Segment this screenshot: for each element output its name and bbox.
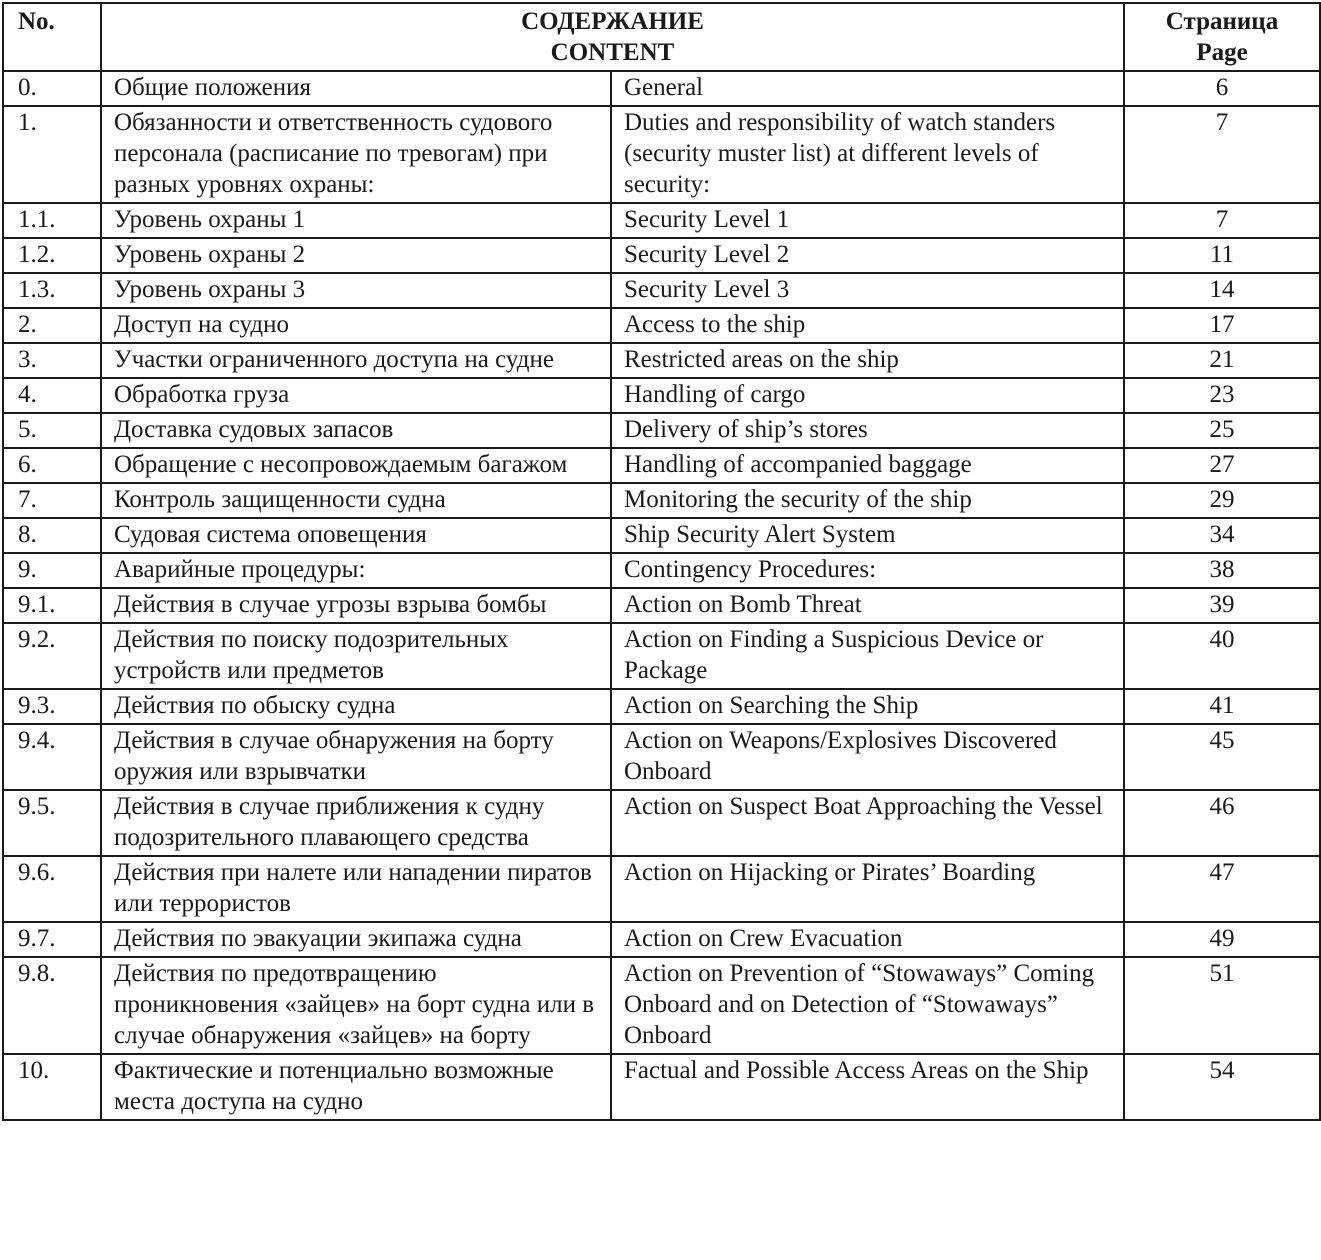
row-title-ru: Обработка груза [101, 378, 611, 413]
row-title-en: Handling of cargo [611, 378, 1124, 413]
header-page [1124, 3, 1320, 71]
table-row [3, 378, 1320, 413]
header-page-en: Page [1196, 39, 1248, 66]
row-number: 2. [3, 308, 101, 343]
row-page: 17 [1124, 308, 1320, 343]
table-row [3, 483, 1320, 518]
row-title-ru: Общие положения [101, 71, 611, 106]
table-row [3, 343, 1320, 378]
row-title-ru: Уровень охраны 2 [101, 238, 611, 273]
row-title-ru: Действия по поиску подозрительных устройств или предметов [101, 623, 611, 689]
row-number: 0. [3, 71, 101, 106]
table-row [3, 724, 1320, 790]
header-no: No. [3, 3, 101, 71]
table-row [3, 553, 1320, 588]
row-number: 9. [3, 553, 101, 588]
header-content-en: CONTENT [550, 39, 675, 66]
row-page: 38 [1124, 553, 1320, 588]
row-number: 9.8. [3, 957, 101, 1054]
row-title-en: Duties and responsibility of watch standers (security muster list) at different levels of security: [611, 106, 1124, 203]
row-page: 39 [1124, 588, 1320, 623]
row-page: 21 [1124, 343, 1320, 378]
row-title-en: Security Level 1 [611, 203, 1124, 238]
row-page: 41 [1124, 689, 1320, 724]
row-title-en: General [611, 71, 1124, 106]
row-title-en: Factual and Possible Access Areas on the Ship [611, 1054, 1124, 1120]
row-title-ru: Участки ограниченного доступа на судне [101, 343, 611, 378]
row-page: 14 [1124, 273, 1320, 308]
row-number: 10. [3, 1054, 101, 1120]
row-title-ru: Уровень охраны 1 [101, 203, 611, 238]
row-number: 5. [3, 413, 101, 448]
table-row [3, 689, 1320, 724]
row-page: 27 [1124, 448, 1320, 483]
row-page: 34 [1124, 518, 1320, 553]
row-title-ru: Действия по предотвращению проникновения «зайцев» на борт судна или в случае обнаружения «зайцев» на борту [101, 957, 611, 1054]
row-title-en: Action on Searching the Ship [611, 689, 1124, 724]
row-title-en: Ship Security Alert System [611, 518, 1124, 553]
row-page: 7 [1124, 106, 1320, 203]
table-row [3, 922, 1320, 957]
row-title-ru: Обращение с несопровождаемым багажом [101, 448, 611, 483]
row-number: 9.6. [3, 856, 101, 922]
row-title-ru: Фактические и потенциально возможные места доступа на судно [101, 1054, 611, 1120]
row-number: 9.2. [3, 623, 101, 689]
row-title-ru: Действия по эвакуации экипажа судна [101, 922, 611, 957]
row-title-en: Action on Crew Evacuation [611, 922, 1124, 957]
row-title-en: Action on Bomb Threat [611, 588, 1124, 623]
row-number: 9.4. [3, 724, 101, 790]
table-row [3, 273, 1320, 308]
row-number: 9.3. [3, 689, 101, 724]
row-number: 3. [3, 343, 101, 378]
row-title-en: Security Level 2 [611, 238, 1124, 273]
row-page: 51 [1124, 957, 1320, 1054]
row-page: 11 [1124, 238, 1320, 273]
table-row [3, 856, 1320, 922]
row-number: 4. [3, 378, 101, 413]
table-row [3, 790, 1320, 856]
row-title-ru: Доставка судовых запасов [101, 413, 611, 448]
row-title-ru: Действия по обыску судна [101, 689, 611, 724]
row-number: 8. [3, 518, 101, 553]
row-page: 47 [1124, 856, 1320, 922]
table-row [3, 518, 1320, 553]
row-page: 46 [1124, 790, 1320, 856]
table-row [3, 588, 1320, 623]
row-page: 49 [1124, 922, 1320, 957]
row-number: 9.5. [3, 790, 101, 856]
row-page: 29 [1124, 483, 1320, 518]
table-row [3, 413, 1320, 448]
row-number: 1. [3, 106, 101, 203]
table-row [3, 957, 1320, 1054]
table-row [3, 71, 1320, 106]
row-page: 40 [1124, 623, 1320, 689]
row-page: 6 [1124, 71, 1320, 106]
row-title-ru: Обязанности и ответственность судового персонала (расписание по тревогам) при разных уровнях охраны: [101, 106, 611, 203]
header-content-ru: СОДЕРЖАНИЕ [521, 8, 704, 35]
row-number: 9.7. [3, 922, 101, 957]
row-page: 54 [1124, 1054, 1320, 1120]
table-row [3, 203, 1320, 238]
row-title-ru: Судовая система оповещения [101, 518, 611, 553]
row-page: 45 [1124, 724, 1320, 790]
row-title-ru: Действия в случае угрозы взрыва бомбы [101, 588, 611, 623]
row-title-en: Action on Prevention of “Stowaways” Coming Onboard and on Detection of “Stowaways” Onboard [611, 957, 1124, 1054]
row-title-ru: Уровень охраны 3 [101, 273, 611, 308]
row-number: 1.1. [3, 203, 101, 238]
row-number: 1.3. [3, 273, 101, 308]
table-row [3, 623, 1320, 689]
row-page: 25 [1124, 413, 1320, 448]
row-number: 7. [3, 483, 101, 518]
row-title-en: Action on Finding a Suspicious Device or Package [611, 623, 1124, 689]
table-row [3, 448, 1320, 483]
header-row [3, 3, 1320, 71]
row-title-en: Restricted areas on the ship [611, 343, 1124, 378]
row-title-en: Action on Hijacking or Pirates’ Boarding [611, 856, 1124, 922]
row-title-en: Access to the ship [611, 308, 1124, 343]
row-title-ru: Действия в случае обнаружения на борту оружия или взрывчатки [101, 724, 611, 790]
row-title-en: Delivery of ship’s stores [611, 413, 1124, 448]
row-title-ru: Контроль защищенности судна [101, 483, 611, 518]
row-title-ru: Доступ на судно [101, 308, 611, 343]
row-title-ru: Действия при налете или нападении пиратов или террористов [101, 856, 611, 922]
row-title-en: Handling of accompanied baggage [611, 448, 1124, 483]
row-title-ru: Аварийные процедуры: [101, 553, 611, 588]
row-title-en: Contingency Procedures: [611, 553, 1124, 588]
row-number: 9.1. [3, 588, 101, 623]
table-row [3, 1054, 1320, 1120]
table-row [3, 106, 1320, 203]
row-title-en: Security Level 3 [611, 273, 1124, 308]
table-row [3, 308, 1320, 343]
table-row [3, 238, 1320, 273]
row-number: 6. [3, 448, 101, 483]
row-number: 1.2. [3, 238, 101, 273]
row-page: 23 [1124, 378, 1320, 413]
toc-body [3, 71, 1320, 1120]
toc-table [2, 2, 1321, 1121]
row-title-en: Action on Weapons/Explosives Discovered Onboard [611, 724, 1124, 790]
row-title-en: Monitoring the security of the ship [611, 483, 1124, 518]
row-page: 7 [1124, 203, 1320, 238]
row-title-ru: Действия в случае приближения к судну подозрительного плавающего средства [101, 790, 611, 856]
header-content [101, 3, 1124, 71]
row-title-en: Action on Suspect Boat Approaching the Vessel [611, 790, 1124, 856]
header-page-ru: Страница [1165, 8, 1279, 35]
